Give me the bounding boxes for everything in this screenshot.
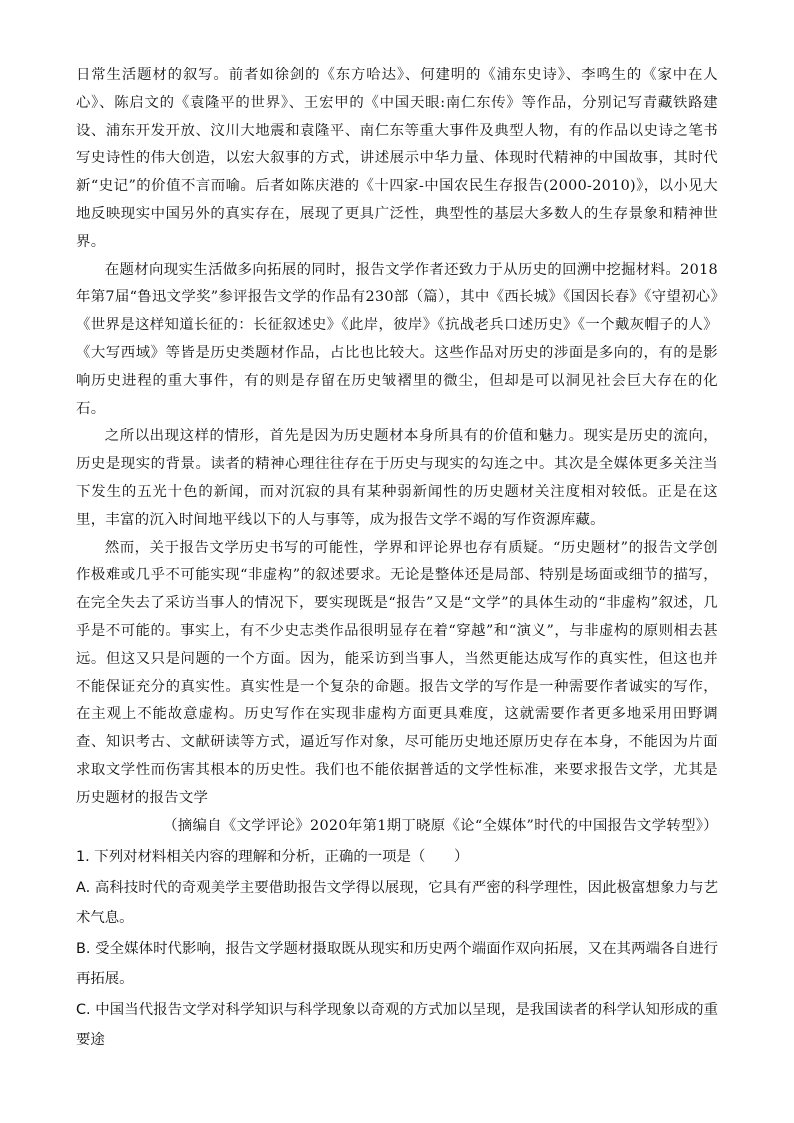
passage-paragraph-1: 日常生活题材的叙写。前者如徐剑的《东方哈达》、何建明的《浦东史诗》、李鸣生的《家中在人心》、陈启文的《袁隆平的世界》、王宏甲的《中国天眼:南仁东传》等作品，分别记写青藏铁路建设、浦东开发开放、汶川大地震和袁隆平、南仁东等重大事件及典型人物，有的作品以史诗之笔书写史诗性的伟大创造，以宏大叙事的方式，讲述展示中华力量、体现时代精神的中国故事，其时代新“史记”的价值不言而喻。后者如陈庆港的《十四家-中国农民生存报告(2000-2010)》，以小见大地反映现实中国另外的真实存在，展现了更具广泛性，典型性的基层大多数人的生存景象和精神世界。 [76,67,718,250]
question-stem: 1. 下列对材料相关内容的理解和分析，正确的一项是（ ） [76,849,469,866]
passage-paragraph-4: 然而，关于报告文学历史书写的可能性，学界和评论界也存有质疑。“历史题材”的报告文学创作极难或几乎不可能实现“非虚构”的叙述要求。无论是整体还是局部、特别是场面或细节的描写，在完全失去了采访当事人的情况下，要实现既是“报告”又是“文学”的具体生动的“非虚构”叙述，几乎是不可能的。事实上，有不少史志类作品很明显存在着“穿越”和“演义”，与非虚构的原则相去甚远。但这又只是问题的一个方面。因为，能采访到当事人，当然更能达成写作的真实性，但这也并不能保证充分的真实性。真实性是一个复杂的命题。报告文学的写作是一种需要作者诚实的写作，在主观上不能故意虚构。历史写作在实现非虚构方面更具难度，这就需要作者更多地采用田野调查、知识考古、文献研读等方式，逼近写作对象，尽可能历史地还原历史存在本身，不能因为片面求取文学性而伤害其根本的历史性。我们也不能依据普适的文学性标准，来要求报告文学，尤其是历史题材的报告文学 [76,539,718,806]
page-content [76,62,718,1056]
question-option-c: C. 中国当代报告文学对科学知识与科学现象以奇观的方式加以呈现，是我国读者的科学认知形成的重要途 [76,1001,718,1049]
question-option-b: B. 受全媒体时代影响，报告文学题材摄取既从现实和历史两个端面作双向拓展，又在其两端各自进行再拓展。 [76,940,718,988]
passage-paragraph-3: 之所以出现这样的情形，首先是因为历史题材本身所具有的价值和魅力。现实是历史的流向，历史是现实的背景。读者的精神心理往往存在于历史与现实的勾连之中。其次是全媒体更多关注当下发生的五光十色的新闻，而对沉寂的具有某种弱新闻性的历史题材关注度相对较低。正是在这里，丰富的沉入时间地平线以下的人与事等，成为报告文学不竭的写作资源库藏。 [76,428,718,528]
question-option-a: A. 高科技时代的奇观美学主要借助报告文学得以展现，它具有严密的科学理性，因此极富想象力与艺术气息。 [76,879,718,927]
passage-source-citation: （摘编自《文学评论》2020年第1期丁晓原《论“全媒体”时代的中国报告文学转型》） [163,817,718,834]
passage-paragraph-2: 在题材向现实生活做多向拓展的同时，报告文学作者还致力于从历史的回溯中挖掘材料。2018年第7届“鲁迅文学奖”参评报告文学的作品有230部（篇），其中《西长城》《国因长春》《守望初心》《世界是这样知道长征的：长征叙述史》《此岸，彼岸》《抗战老兵口述历史》《一个戴灰帽子的人》《大写西域》等皆是历史类题材作品，占比也比较大。这些作品对历史的涉面是多向的，有的是影响历史进程的重大事件，有的则是存留在历史皱褶里的微尘，但却是可以洞见社会巨大存在的化石。 [76,261,718,417]
